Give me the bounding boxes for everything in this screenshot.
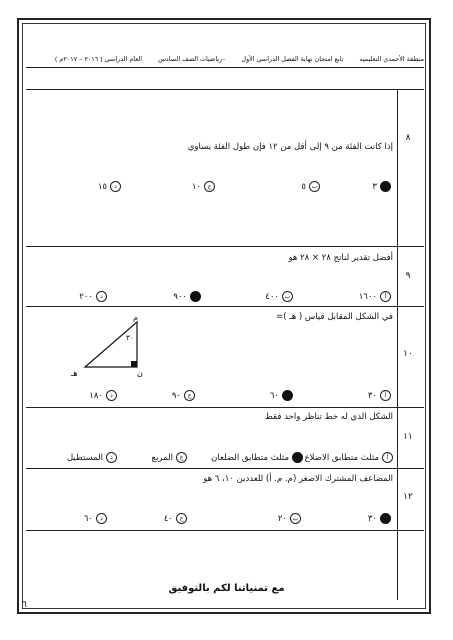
row-divider [26,468,424,469]
option-d[interactable]: د ١٨٠ [89,390,117,401]
right-angle-marker [131,361,137,367]
option-d[interactable]: د ٢٠٠ [79,291,107,302]
question-number: ١١ [403,432,413,442]
option-b[interactable]: ب ٤٠٠ [265,291,293,302]
header-exam: تابع امتحان نهاية الفصل الدراسي الأول [241,55,344,63]
header-subject: –رياضيات الصف السادس [158,55,226,63]
option-a[interactable]: أ مثلث متطابق الاضلاع [305,452,393,463]
row-divider [26,407,424,408]
row-divider [26,530,424,531]
number-column-divider [397,90,398,600]
header-year: العام الدراسي ( ٢٠١٦ – ٢٠١٧م ) [54,55,143,63]
option-b[interactable]: ب ٥ [301,181,320,192]
option-a[interactable]: أ ٣٠ [368,390,391,401]
option-b[interactable]: ٦٠ [270,390,293,401]
vertex-label-top: م [133,313,138,322]
question-text: الشكل الذي له خط تناظر واحد فقط [264,412,393,422]
question-text: المضاعف المشترك الاصغر (م. م. أ) للعددين ١٠، ٦ هو [203,474,393,484]
row-divider [26,306,424,307]
option-c[interactable]: ج ١٠ [192,181,215,192]
triangle-figure [55,312,165,382]
option-d[interactable]: د المستطيل [67,452,117,463]
row-divider [26,246,424,247]
header-divider [26,67,424,68]
option-a[interactable]: أ ١٦٠٠ [359,291,391,302]
question-text: أفضل تقدير لناتج ٢٨ × ٢٨ هو [288,253,393,263]
exam-header [26,55,424,63]
option-c[interactable]: ج ٤٠ [164,513,187,524]
question-number: ٨ [405,133,411,143]
question-text: في الشكل المقابل قياس ( هـ )= [276,312,393,322]
option-d[interactable]: د ٦٠ [84,513,107,524]
angle-label: ٣٠ [126,334,134,342]
selected-marker [190,291,201,302]
table-top-line [26,89,424,90]
option-a[interactable]: ٣٠ [368,513,391,524]
question-number: ٩ [405,271,411,281]
selected-marker [380,181,391,192]
option-b[interactable]: ب ٢٠ [278,513,301,524]
option-b[interactable]: مثلث متطابق الضلعان [211,452,303,463]
question-text: إذا كانت الفئة من ٩ إلى أقل من ١٢ فإن طول الفئة يساوي [187,142,393,152]
vertex-label-right: ن [137,369,143,378]
header-region: منطقة الأحمدي التعليميه [359,55,424,63]
option-a[interactable]: ٣ [372,181,391,192]
option-c[interactable]: ج المربع [152,452,187,463]
option-d[interactable]: د ١٥ [98,181,121,192]
vertex-label-left: هـ [71,369,78,378]
closing-message: مع تمنياتنا لكم بالتوفيق [168,583,285,594]
triangle-shape [85,322,137,367]
option-c[interactable]: ج ٩٠ [172,390,195,401]
page-number: ٦ [22,600,27,610]
option-c[interactable]: ٩٠٠ [173,291,201,302]
selected-marker [380,513,391,524]
selected-marker [292,452,303,463]
question-number: ١٠ [403,349,413,359]
selected-marker [282,390,293,401]
question-number: ١٢ [403,492,413,502]
